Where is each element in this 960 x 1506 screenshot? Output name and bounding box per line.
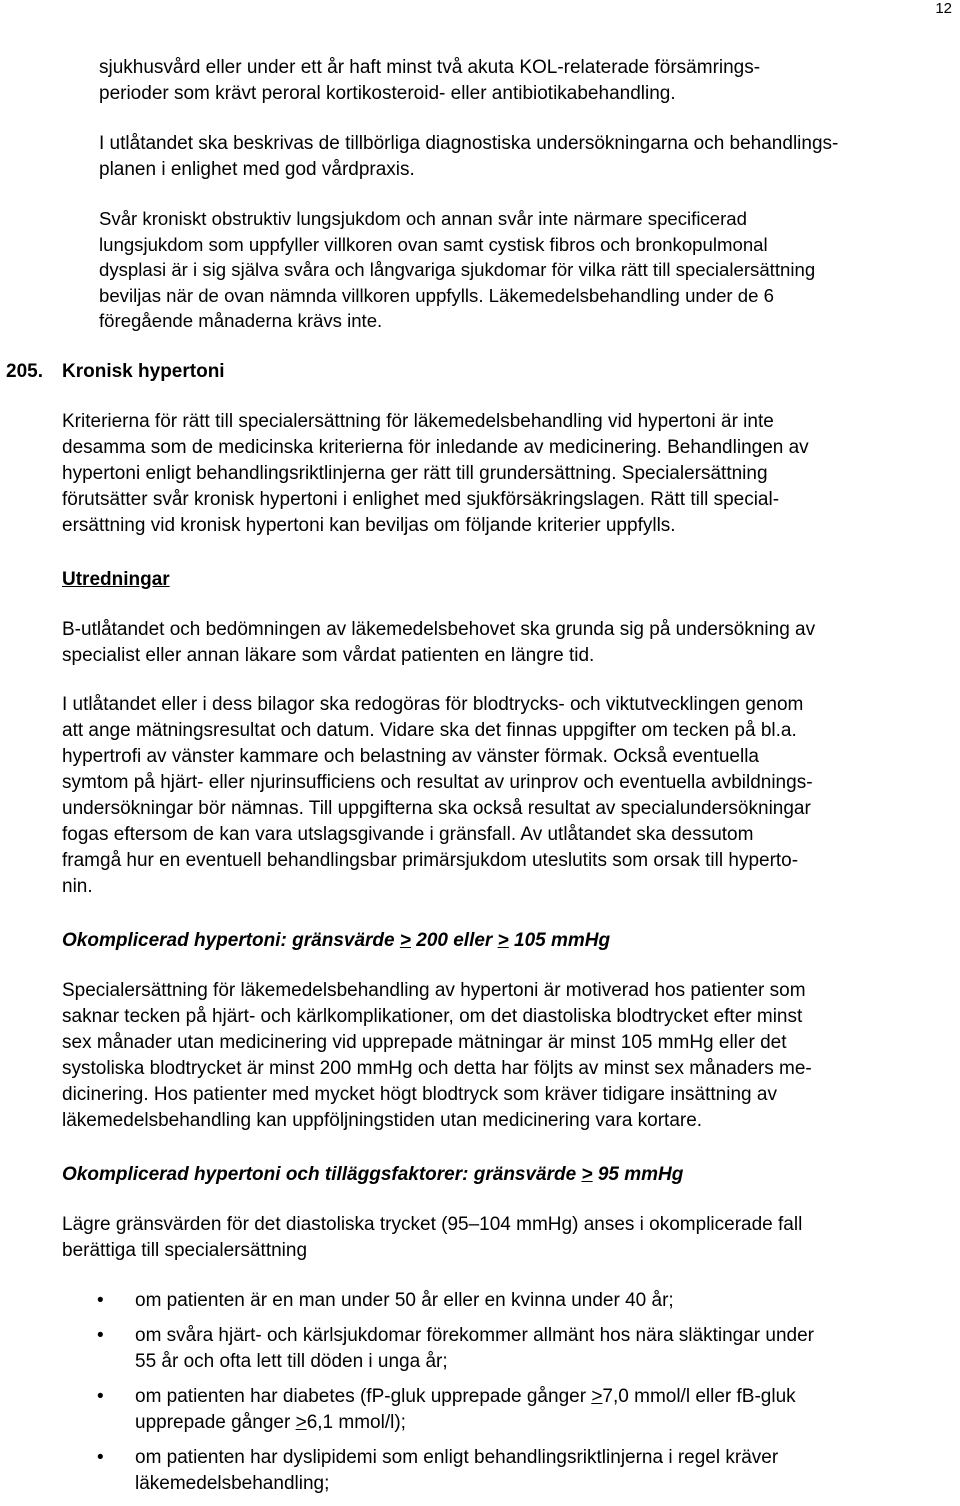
okomplicerad-heading-text: 105 mmHg <box>508 929 611 951</box>
greater-equal-sign: > <box>295 1411 307 1433</box>
okomplicerad-paragraph: Specialersättning för läkemedelsbehandling av hypertoni är motiverad hos patienter som saknar tecken på hjärt- och kärlkomplikationer, om det diastoliska blodtrycket efter minst sex månader utan medicinering vid upprepade mätningar är minst 105 mmHg eller det systoliska blodtrycket är minst 200 mmHg och detta har följts av minst sex månaders me- dicinering. Hos patienter med mycket högt blodtryck som kräver tidigare insättning av läkemedelsbehandling kan uppföljningstiden utan medicinering vara kortare. <box>62 979 812 1131</box>
bullet-icon: • <box>97 1385 104 1407</box>
list-item <box>62 1384 952 1436</box>
tillagg-paragraph: Lägre gränsvärden för det diastoliska trycket (95–104 mmHg) anses i okomplicerade fall berättiga till specialersättning <box>62 1213 803 1261</box>
page-number: 12 <box>935 0 952 17</box>
section-title: Kronisk hypertoni <box>62 360 225 382</box>
list-item-text: om patienten är en man under 50 år eller en kvinna under 40 år; <box>135 1289 674 1311</box>
intro-paragraph-2: I utlåtandet ska beskrivas de tillbörliga diagnostiska undersökningarna och behandlings- planen i enlighet med god vårdpraxis. <box>99 133 839 180</box>
bullet-icon: • <box>97 1446 104 1468</box>
section-number: 205. <box>6 360 43 382</box>
intro-paragraph-3: Svår kroniskt obstruktiv lungsjukdom och annan svår inte närmare specificerad lungsjukdom som uppfyller villkoren ovan samt cystisk fibros och bronkopulmonal dysplasi är i sig själva svåra och långvariga sjukdomar för vilka rätt till specialersättning beviljas när de ovan nämnda villkoren uppfylls. Läkemedelsbehandling under de 6 föregående månaderna krävs inte. <box>99 208 816 332</box>
bullet-icon: • <box>97 1324 104 1346</box>
tillagg-heading <box>62 1162 952 1188</box>
intro-paragraph-1: sjukhusvård eller under ett år haft minst två akuta KOL-relaterade försämrings- perioder som krävt peroral kortikosteroid- eller antibiotikabehandling. <box>99 57 761 104</box>
okomplicerad-heading-text: Okomplicerad hypertoni: gränsvärde <box>62 929 400 951</box>
list-item <box>62 1323 952 1375</box>
bullet-icon: • <box>97 1289 104 1311</box>
list-item <box>62 1445 952 1497</box>
greater-equal-sign: > <box>581 1163 593 1185</box>
tillagg-heading-text: Okomplicerad hypertoni och tilläggsfaktorer: gränsvärde <box>62 1163 582 1185</box>
list-item-text: om patienten har dyslipidemi som enligt behandlingsriktlinjerna i regel kräver läkemedelsbehandling; <box>135 1446 779 1494</box>
utredningar-heading: Utredningar <box>62 568 170 590</box>
section-intro-paragraph: Kriterierna för rätt till specialersättning för läkemedelsbehandling vid hypertoni är inte desamma som de medicinska kriterierna för inledande av medicinering. Behandlingen av hypertoni enligt behandlingsriktlinjerna ger rätt till grundersättning. Specialersättning förutsätter svår kronisk hypertoni i enlighet med sjukförsäkringslagen. Rätt till special- ersättning vid kronisk hypertoni kan beviljas om följande kriterier uppfylls. <box>62 410 809 536</box>
list-item <box>62 1288 952 1314</box>
criteria-list <box>62 1288 952 1497</box>
list-item-text: om patienten har diabetes (fP-gluk upprepade gånger <box>135 1385 592 1407</box>
document-body <box>6 55 952 1506</box>
utredningar-paragraph-1: B-utlåtandet och bedömningen av läkemedelsbehovet ska grunda sig på undersökning av specialist eller annan läkare som vårdat patienten en längre tid. <box>62 618 816 666</box>
greater-equal-sign: > <box>497 929 509 951</box>
tillagg-heading-text: 95 mmHg <box>592 1163 684 1185</box>
okomplicerad-heading <box>62 928 952 954</box>
greater-equal-sign: > <box>399 929 411 951</box>
list-item-text: 7,0 mmol/l eller fB-gluk upprepade gånger <box>135 1385 796 1433</box>
list-item-text: om svåra hjärt- och kärlsjukdomar förekommer allmänt hos nära släktingar under 55 år och ofta lett till döden i unga år; <box>135 1324 814 1372</box>
greater-equal-sign: > <box>591 1385 603 1407</box>
okomplicerad-heading-text: 200 eller <box>410 929 498 951</box>
section-heading <box>6 359 952 385</box>
list-item-text: 6,1 mmol/l); <box>306 1411 406 1433</box>
utredningar-paragraph-2: I utlåtandet eller i dess bilagor ska redogöras för blodtrycks- och viktutvecklingen genom att ange mätningsresultat och datum. Vidare ska det finnas uppgifter om tecken på bl.a. hypertrofi av vänster kammare och belastning av vänster förmak. Också eventuella symtom på hjärt- eller njurinsufficiens och resultat av urinprov och eventuella avbildnings- undersökningar bör nämnas. Till uppgifterna ska också resultat av specialundersökningar fogas eftersom de kan vara utslagsgivande i gränsfall. Av utlåtandet ska dessutom framgå hur en eventuell behandlingsbar primärsjukdom uteslutits som orsak till hyperto- nin. <box>62 693 813 897</box>
